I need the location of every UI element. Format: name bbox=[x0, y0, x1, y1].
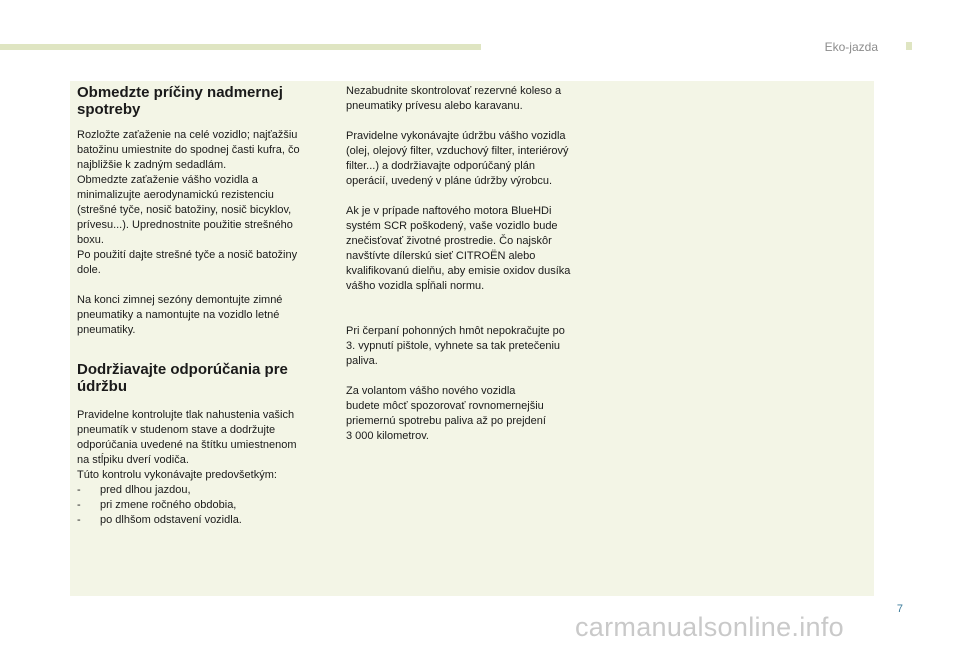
watermark: carmanualsonline.info bbox=[575, 612, 844, 642]
list-item bbox=[77, 483, 332, 498]
heading-reduce-consumption: Obmedzte príčiny nadmernej spotreby bbox=[77, 84, 283, 118]
paragraph-spare-wheel: Nezabudnite skontrolovať rezervné koleso a pneumatiky prívesu alebo karavanu. bbox=[346, 85, 562, 112]
list-item-text: pred dlhou jazdou, bbox=[100, 484, 191, 496]
checklist bbox=[77, 483, 332, 528]
list-item bbox=[77, 498, 332, 513]
list-item bbox=[77, 513, 332, 528]
left-column bbox=[77, 84, 332, 528]
section-title: Eko-jazda bbox=[824, 40, 878, 54]
paragraph-refuelling: Pri čerpaní pohonných hmôt nepokračujte po 3. vypnutí pištole, vyhnete sa tak pretečeniu paliva. bbox=[346, 325, 565, 367]
list-dash: - bbox=[77, 514, 81, 526]
header-accent-square bbox=[906, 42, 912, 50]
paragraph-bluehdi-scr: Ak je v prípade naftového motora BlueHDi systém SCR poškodený, vaše vozidlo bude znečisťovať životné prostredie. Čo najskôr navštívte dílerskú sieť CITROËN alebo kvalifikovanú dielňu, aby emisie oxidov dusíka vášho vozidla spĺňali normu. bbox=[346, 205, 571, 292]
list-item-text: po dlhšom odstavení vozidla. bbox=[100, 514, 242, 526]
list-dash: - bbox=[77, 484, 81, 496]
right-column bbox=[346, 84, 606, 444]
paragraph-service-schedule: Pravidelne vykonávajte údržbu vášho vozidla (olej, olejový filter, vzduchový filter, interiérový filter...) a dodržiavajte odporúčaný plán operácií, uvedený v pláne údržby výrobcu. bbox=[346, 130, 569, 187]
list-item-text: pri zmene ročného obdobia, bbox=[100, 499, 237, 511]
list-dash: - bbox=[77, 499, 81, 511]
paragraph-load-distribution: Rozložte zaťaženie na celé vozidlo; najťažšiu batožinu umiestnite do spodnej časti kufra, čo najbližšie k zadným sedadlám. Obmedzte zaťaženie vášho vozidla a minimalizujte aerodynamickú rezistenciu (strešné tyče, nosič batožiny, nosič bicyklov, prívesu...). Uprednostnite použitie strešného boxu. Po použití dajte strešné tyče a nosič batožiny dole. bbox=[77, 129, 300, 276]
page-number: 7 bbox=[896, 603, 903, 615]
paragraph-new-vehicle: Za volantom vášho nového vozidla budete môcť spozorovať rovnomernejšiu priemernú spotrebu paliva až po prejdení 3 000 kilometrov. bbox=[346, 385, 546, 442]
paragraph-tyre-pressure: Pravidelne kontrolujte tlak nahustenia vašich pneumatík v studenom stave a dodržujte odporúčania uvedené na štítku umiestnenom na stĺpiku dverí vodiča. Túto kontrolu vykonávajte predovšetkým: bbox=[77, 409, 297, 481]
paragraph-winter-tyres: Na konci zimnej sezóny demontujte zimné pneumatiky a namontujte na vozidlo letné pneumatiky. bbox=[77, 294, 283, 336]
heading-maintenance: Dodržiavajte odporúčania pre údržbu bbox=[77, 361, 288, 395]
header-accent-bar bbox=[0, 44, 481, 50]
